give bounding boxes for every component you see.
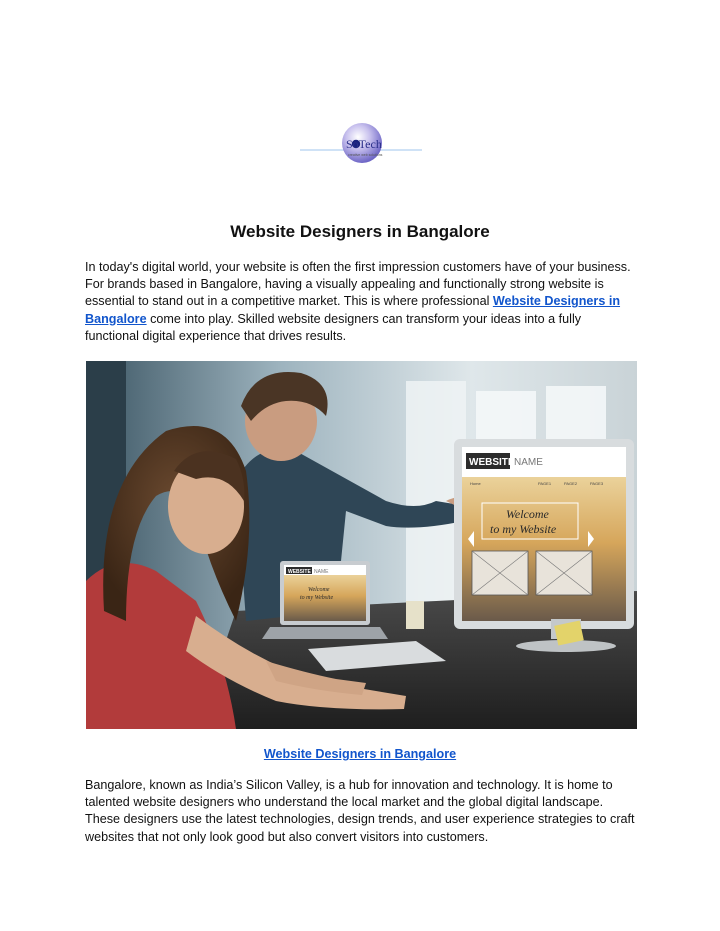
body-paragraph: Bangalore, known as India’s Silicon Valley, is a hub for innovation and technology. It is home to talented website designers who understand the local market and the global digital landscape. These designers use the latest technologies, design trends, and user experience strategies to craft websites that not only look good but also convert visitors into customers. — [85, 778, 635, 844]
logo-tagline: creative web solutions — [348, 153, 383, 157]
laptop-welcome-line2: to my Website — [300, 595, 334, 601]
monitor-welcome-line1: Welcome — [506, 507, 549, 521]
laptop-welcome-line1: Welcome — [308, 587, 330, 593]
laptop-brand: WEBSITE — [288, 569, 311, 575]
monitor-nav-page1: PAGE1 — [538, 481, 552, 486]
laptop-brand-suffix: NAME — [314, 569, 329, 575]
laptop — [262, 561, 388, 639]
monitor-welcome-line2: to my Website — [490, 522, 557, 536]
monitor-nav-page2: PAGE2 — [564, 481, 578, 486]
logo-brand-text: SoTech — [346, 137, 382, 151]
monitor-brand-suffix: NAME — [514, 457, 543, 468]
monitor-nav-page3: PAGE3 — [590, 481, 604, 486]
page-title: Website Designers in Bangalore — [230, 222, 490, 241]
image-caption — [0, 747, 720, 761]
company-logo — [300, 120, 422, 166]
caption-link[interactable]: Website Designers in Bangalore — [263, 747, 457, 761]
designers-photo — [86, 361, 637, 729]
monitor-nav-home: Home — [470, 481, 481, 486]
monitor-brand: WEBSITE — [469, 457, 515, 468]
desktop-monitor — [454, 439, 634, 652]
website-designers-link[interactable]: Website Designers in Bangalore — [85, 294, 621, 326]
intro-text-after-link: come into play. Skilled website designers can transform your ideas into a fully functional digital experience that drives results. — [85, 311, 582, 343]
intro-text-before-link: In today's digital world, your website is often the first impression customers have of your business. For brands based in Bangalore, having a visually appealing and functionally strong website is essential to stand out in a competitive market. This is where professional — [85, 260, 631, 309]
intro-paragraph — [85, 259, 635, 345]
